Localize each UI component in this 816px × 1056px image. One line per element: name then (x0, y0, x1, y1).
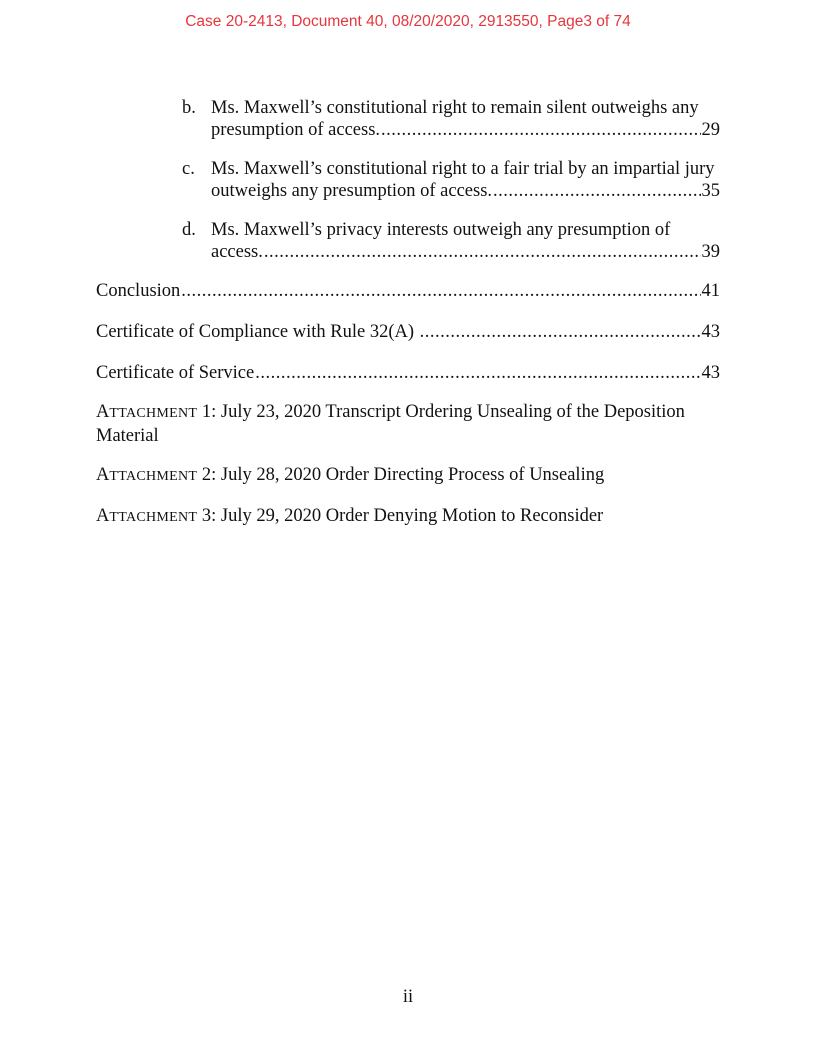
attachment-number: 1: (197, 402, 217, 422)
toc-subentry-letter: c. (182, 159, 195, 179)
toc-subentry-text: presumption of access. (211, 120, 381, 140)
toc-subentry-letter: b. (182, 98, 196, 118)
toc-subentry-line2 (211, 119, 720, 141)
toc-entry-certificate-of-service[interactable] (96, 362, 720, 384)
dot-leader (181, 280, 700, 302)
toc-subentry-letter: d. (182, 220, 196, 240)
toc-entry-conclusion[interactable] (96, 280, 720, 302)
toc-attachment-3[interactable] (96, 505, 720, 529)
attachment-text: July 23, 2020 Transcript Ordering Unsealing of the Deposition (216, 402, 685, 422)
toc-page-number: 41 (701, 281, 720, 301)
table-of-contents (96, 97, 720, 546)
attachment-number: 2: (197, 465, 217, 485)
toc-subentry-d[interactable] (96, 219, 720, 263)
toc-subentry-b[interactable] (96, 97, 720, 141)
dot-leader (264, 241, 701, 263)
toc-page-number: 43 (701, 322, 720, 342)
attachment-smallcaps: TTACHMENT (109, 510, 198, 525)
toc-entry-title: Conclusion (96, 281, 181, 301)
toc-subentry-line2 (211, 180, 720, 202)
attachment-smallcaps: TTACHMENT (109, 406, 198, 421)
attachment-text: July 28, 2020 Order Directing Process of Unsealing (216, 465, 605, 485)
attachment-text: July 29, 2020 Order Denying Motion to Reconsider (216, 506, 604, 526)
toc-subentry-text: outweighs any presumption of access. (211, 181, 493, 201)
toc-page-number: 35 (701, 181, 720, 201)
attachment-cap: A (96, 465, 110, 485)
toc-attachment-2[interactable] (96, 464, 720, 488)
toc-entry-certificate-of-compliance[interactable] (96, 321, 720, 343)
toc-page-number: 39 (701, 242, 720, 262)
toc-subentry-line1: Ms. Maxwell’s constitutional right to remain silent outweighs any (211, 98, 699, 118)
dot-leader (493, 180, 700, 202)
page-number-footer: ii (402, 987, 414, 1007)
attachment-line2: Material (96, 426, 159, 446)
toc-subentry-text: access. (211, 242, 263, 262)
toc-subentry-line1: Ms. Maxwell’s constitutional right to a fair trial by an impartial jury (211, 159, 715, 179)
toc-entry-title: Certificate of Compliance with Rule 32(A) (96, 322, 419, 342)
toc-entry-title: Certificate of Service (96, 363, 255, 383)
dot-leader (420, 321, 701, 343)
toc-page-number: 43 (701, 363, 720, 383)
case-header: Case 20-2413, Document 40, 08/20/2020, 2913550, Page3 of 74 (185, 13, 631, 30)
dot-leader (255, 362, 700, 384)
toc-subentry-line2 (211, 241, 720, 263)
attachment-cap: A (96, 402, 110, 422)
toc-subentry-line1: Ms. Maxwell’s privacy interests outweigh any presumption of (211, 220, 671, 240)
dot-leader (381, 119, 700, 141)
attachment-cap: A (96, 506, 110, 526)
attachment-line1 (96, 401, 720, 425)
toc-page-number: 29 (701, 120, 720, 140)
attachment-smallcaps: TTACHMENT (109, 469, 198, 484)
toc-attachment-1[interactable] (96, 401, 720, 447)
toc-subentry-c[interactable] (96, 158, 720, 202)
attachment-number: 3: (197, 506, 217, 526)
